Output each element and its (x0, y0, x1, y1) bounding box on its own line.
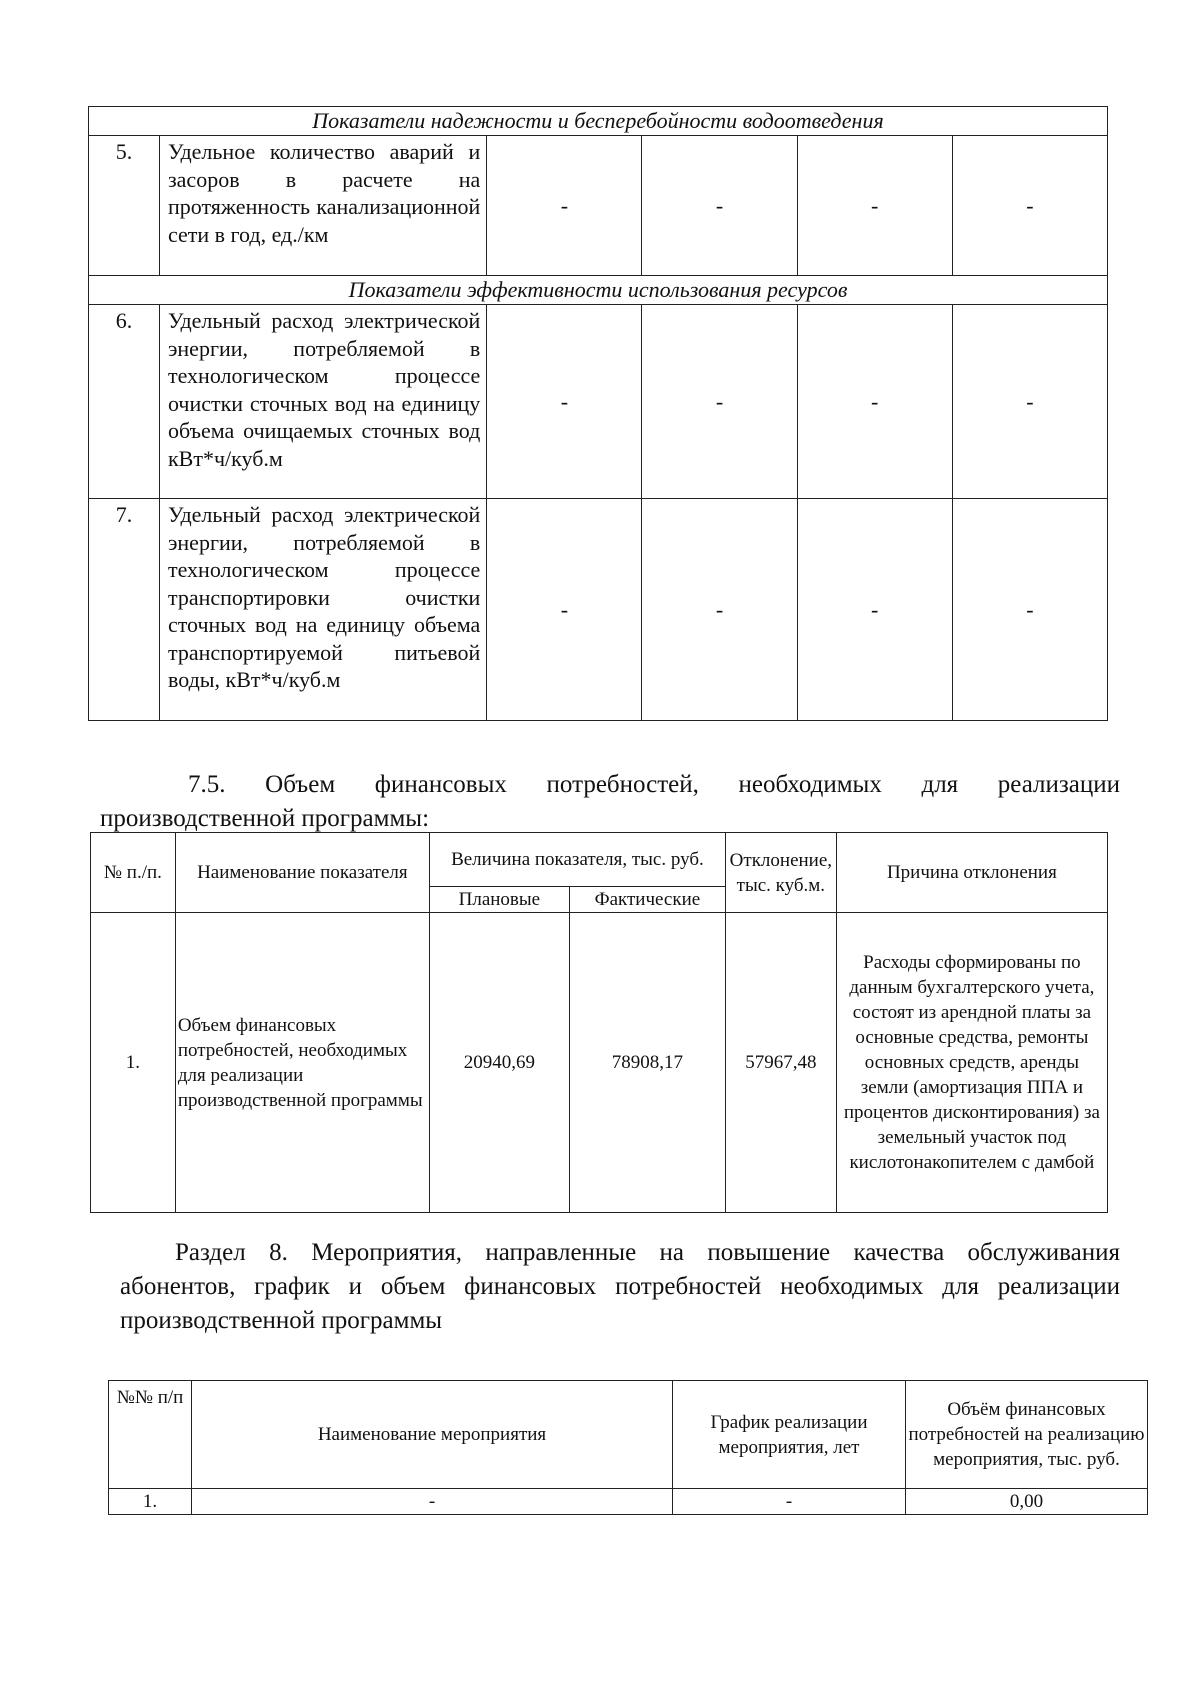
indicator-value: - (797, 499, 952, 721)
indicator-name: Объем финансовых потребностей, необходимых для реализации производственной программы (175, 913, 429, 1213)
financial-needs-table (90, 832, 1108, 1213)
indicator-name: Удельный расход электрической энергии, потребляемой в технологическом процессе очистки сточных вод на единицу объема очищаемых сточных вод кВт*ч/куб.м (159, 305, 486, 499)
header-num: № п./п. (91, 833, 176, 913)
measure-volume: 0,00 (906, 1489, 1148, 1515)
indicator-value: - (952, 305, 1107, 499)
planned-value: 20940,69 (429, 913, 569, 1213)
measures-table (108, 1380, 1148, 1515)
header-reason: Причина отклонения (836, 833, 1107, 913)
indicator-name: Удельное количество аварий и засоров в расчете на протяженность канализационной сети в год, ед./км (159, 136, 486, 276)
header-value: Величина показателя, тыс. руб. (429, 833, 725, 887)
section-efficiency-header: Показатели эффективности использования ресурсов (89, 276, 1108, 305)
indicator-value: - (952, 499, 1107, 721)
row-number: 6. (89, 305, 160, 499)
header-schedule: График реализации мероприятия, лет (673, 1381, 906, 1489)
actual-value: 78908,17 (569, 913, 725, 1213)
header-volume: Объём финансовых потребностей на реализацию мероприятия, тыс. руб. (906, 1381, 1148, 1489)
section-8-heading: Раздел 8. Мероприятия, направленные на повышение качества обслуживания абонентов, график и объем финансовых потребностей необходимых для реализации производственной программы (120, 1239, 1120, 1334)
deviation-value: 57967,48 (725, 913, 836, 1213)
header-num: №№ п/п (109, 1381, 192, 1489)
indicator-value: - (952, 136, 1107, 276)
row-number: 1. (109, 1489, 192, 1515)
section-7-5-heading: 7.5. Объем финансовых потребностей, необходимых для реализации производственной программы: (100, 771, 1120, 832)
indicator-value: - (487, 136, 642, 276)
row-number: 1. (91, 913, 176, 1213)
indicator-value: - (797, 305, 952, 499)
indicator-name: Удельный расход электрической энергии, потребляемой в технологическом процессе транспортировки очистки сточных вод на единицу объема транспортируемой питьевой воды, кВт*ч/куб.м (159, 499, 486, 721)
row-number: 7. (89, 499, 160, 721)
indicator-value: - (642, 305, 797, 499)
indicator-value: - (487, 499, 642, 721)
indicator-value: - (487, 305, 642, 499)
indicator-value: - (642, 136, 797, 276)
indicators-table (88, 106, 1108, 721)
header-planned: Плановые (429, 887, 569, 913)
header-deviation: Отклонение, тыс. куб.м. (725, 833, 836, 913)
indicator-value: - (642, 499, 797, 721)
row-number: 5. (89, 136, 160, 276)
header-name: Наименование показателя (175, 833, 429, 913)
section-reliability-header: Показатели надежности и бесперебойности водоотведения (89, 107, 1108, 136)
header-actual: Фактические (569, 887, 725, 913)
header-name: Наименование мероприятия (192, 1381, 673, 1489)
measure-schedule: - (673, 1489, 906, 1515)
indicator-value: - (797, 136, 952, 276)
measure-name: - (192, 1489, 673, 1515)
deviation-reason: Расходы сформированы по данным бухгалтерского учета, состоят из арендной платы за основные средства, ремонты основных средств, аренды земли (амортизация ППА и процентов дисконтирования) за земельный участок под кислотонакопителем с дамбой (836, 913, 1107, 1213)
